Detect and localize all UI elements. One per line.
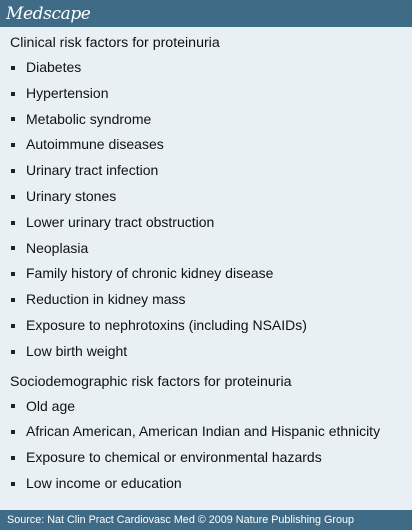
source-footer: Source: Nat Clin Pract Cardiovasc Med © 2009 Nature Publishing Group xyxy=(0,510,412,530)
list-item xyxy=(10,394,402,420)
list-item xyxy=(10,81,402,107)
square-bullet-icon xyxy=(11,404,15,408)
list-item xyxy=(10,236,402,262)
header-bar xyxy=(0,0,412,27)
clinical-risk-list xyxy=(10,55,402,365)
square-bullet-icon xyxy=(11,430,15,434)
list-item xyxy=(10,132,402,158)
square-bullet-icon xyxy=(11,246,15,250)
list-item-label: Autoimmune diseases xyxy=(26,136,164,153)
list-item-label: Family history of chronic kidney disease xyxy=(26,265,274,282)
list-item xyxy=(10,445,402,471)
list-item xyxy=(10,471,402,497)
square-bullet-icon xyxy=(11,350,15,354)
square-bullet-icon xyxy=(11,272,15,276)
square-bullet-icon xyxy=(11,117,15,121)
square-bullet-icon xyxy=(11,298,15,302)
content xyxy=(0,27,412,497)
sociodemographic-risk-list xyxy=(10,394,402,497)
list-item-label: Neoplasia xyxy=(26,239,89,256)
square-bullet-icon xyxy=(11,143,15,147)
medscape-logo: Medscape xyxy=(6,3,91,24)
list-item-label: Old age xyxy=(26,397,76,414)
square-bullet-icon xyxy=(11,482,15,486)
list-item xyxy=(10,184,402,210)
list-item-label: Diabetes xyxy=(26,59,82,75)
square-bullet-icon xyxy=(11,66,15,70)
list-item-label: Exposure to nephrotoxins (including NSAIDs) xyxy=(26,316,307,333)
list-item xyxy=(10,339,402,365)
square-bullet-icon xyxy=(11,456,15,460)
list-item-label: Exposure to chemical or environmental hazards xyxy=(26,449,322,466)
section-title-clinical: Clinical risk factors for proteinuria xyxy=(10,35,220,51)
square-bullet-icon xyxy=(11,324,15,328)
list-item-label: Reduction in kidney mass xyxy=(26,291,186,308)
list-item xyxy=(10,55,402,81)
list-item-label: Lower urinary tract obstruction xyxy=(26,213,215,230)
square-bullet-icon xyxy=(11,221,15,225)
list-item xyxy=(10,210,402,236)
list-item-label: Urinary stones xyxy=(26,187,117,204)
square-bullet-icon xyxy=(11,92,15,96)
list-item-label: Low income or education xyxy=(26,474,182,491)
list-item xyxy=(10,158,402,184)
square-bullet-icon xyxy=(11,169,15,173)
list-item-label: Low birth weight xyxy=(26,342,128,359)
list-item xyxy=(10,261,402,287)
list-item-label: Urinary tract infection xyxy=(26,162,159,179)
section-title-sociodemographic: Sociodemographic risk factors for proteinuria xyxy=(10,373,292,390)
list-item-label: Metabolic syndrome xyxy=(26,110,152,127)
list-item-label: African American, American Indian and Hispanic ethnicity xyxy=(26,423,381,440)
square-bullet-icon xyxy=(11,195,15,199)
list-item xyxy=(10,313,402,339)
list-item xyxy=(10,107,402,133)
list-item xyxy=(10,287,402,313)
list-item-label: Hypertension xyxy=(26,84,109,101)
list-item xyxy=(10,419,402,445)
